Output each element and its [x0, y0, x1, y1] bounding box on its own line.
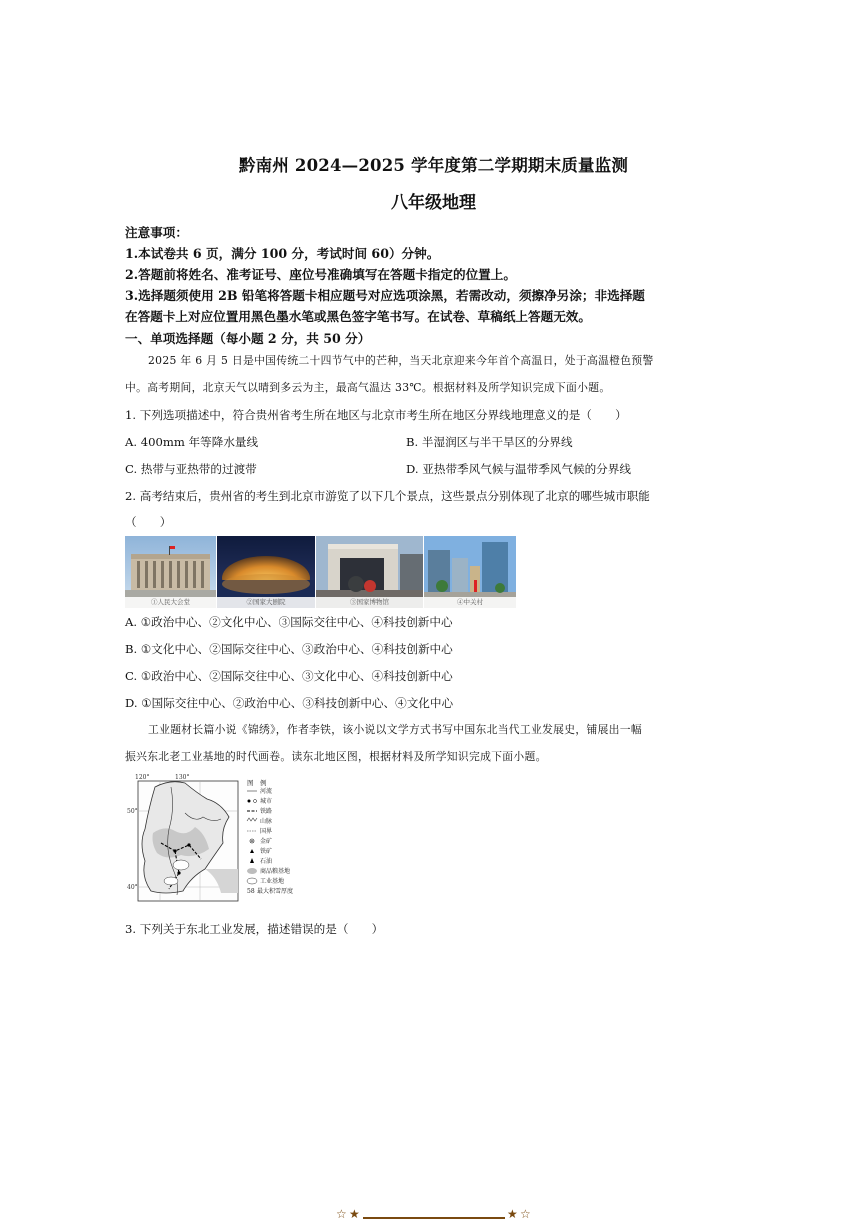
landmark-photos	[125, 536, 516, 608]
legend-river: 河流	[260, 788, 273, 795]
legend-grain-base: 商品粮基地	[260, 868, 291, 875]
legend-mountain: 山脉	[260, 818, 273, 825]
photo-great-hall	[125, 536, 216, 608]
q1-option-a: A. 400mm 年等降水量线	[125, 435, 259, 449]
star-outline-icon: ☆	[336, 1207, 347, 1221]
photo-national-theater	[217, 536, 315, 608]
map-lat-label-50: 50°	[127, 808, 138, 815]
q2-blank: （ ）	[125, 515, 172, 529]
section-heading: 一、单项选择题（每小题 2 分，共 50 分）	[125, 331, 371, 346]
q3-stem: 3. 下列关于东北工业发展，描述错误的是（ ）	[125, 922, 384, 936]
legend-iron: 铁矿	[260, 848, 273, 855]
photo-national-museum	[316, 536, 423, 608]
q2-option-d: D. ①国际交往中心、②政治中心、③科技创新中心、④文化中心	[125, 696, 454, 710]
map-lon-label-130: 130°	[175, 774, 190, 781]
passage2-line-1: 工业题材长篇小说《锦绣》，作者李铁，该小说以文学方式书写中国东北当代工业发展史，铺展出一幅	[148, 723, 642, 736]
footer-divider	[363, 1217, 505, 1219]
note-item-2: 2.答题前将姓名、准考证号、座位号准确填写在答题卡指定的位置上。	[125, 267, 516, 282]
legend-oil: 石油	[260, 858, 273, 865]
photo-caption-4: ④中关村	[424, 597, 516, 608]
q2-option-b: B. ①文化中心、②国际交往中心、③政治中心、④科技创新中心	[125, 642, 453, 656]
northeast-china-map	[125, 773, 320, 905]
star-filled-icon: ★	[507, 1207, 518, 1221]
star-outline-icon: ☆	[520, 1207, 531, 1221]
q2-stem: 2. 高考结束后，贵州省的考生到北京市游览了以下几个景点，这些景点分别体现了北京的哪些城市职能	[125, 489, 650, 503]
map-lon-label-120: 120°	[135, 774, 150, 781]
note-item-1: 1.本试卷共 6 页，满分 100 分，考试时间 60）分钟。	[125, 246, 440, 261]
legend-industrial-base: 工业基地	[260, 878, 285, 885]
legend-gold: 金矿	[260, 838, 273, 845]
q2-option-c: C. ①政治中心、②国际交往中心、③文化中心、④科技创新中心	[125, 669, 453, 683]
q2-option-a: A. ①政治中心、②文化中心、③国际交往中心、④科技创新中心	[125, 615, 453, 629]
map-legend-title: 图 例	[247, 779, 267, 787]
exam-title: 黔南州 2024—2025 学年度第二学期期末质量监测	[238, 156, 629, 175]
map-lat-label-40: 40°	[127, 884, 138, 891]
q1-option-c: C. 热带与亚热带的过渡带	[125, 462, 257, 476]
q1-stem: 1. 下列选项描述中，符合贵州省考生所在地区与北京市考生所在地区分界线地理意义的是（ ）	[125, 408, 627, 422]
photo-caption-2: ②国家大剧院	[217, 597, 315, 608]
notes-heading: 注意事项：	[125, 225, 188, 240]
photo-caption-3: ③国家博物馆	[316, 597, 423, 608]
star-filled-icon: ★	[349, 1207, 360, 1221]
q1-option-d: D. 亚热带季风气候与温带季风气候的分界线	[406, 462, 631, 476]
footer-ornament	[336, 1207, 532, 1224]
photo-caption-1: ①人民大会堂	[125, 597, 216, 608]
passage1-line-2: 中。高考期间，北京天气以晴到多云为主，最高气温达 33℃。根据材料及所学知识完成下面小题。	[125, 381, 611, 394]
legend-snow-depth: 最大积雪厚度	[257, 888, 294, 895]
photo-zhongguancun	[424, 536, 516, 608]
legend-snow-number: 58	[247, 888, 255, 895]
legend-railway: 铁路	[260, 808, 273, 815]
note-item-3: 3.选择题须使用 2B 铅笔将答题卡相应题号对应选项涂黑，若需改动，须擦净另涂；非选择题	[125, 288, 645, 303]
note-item-4: 在答题卡上对应位置用黑色墨水笔或黑色签字笔书写。在试卷、草稿纸上答题无效。	[125, 309, 591, 324]
q1-option-b: B. 半湿润区与半干旱区的分界线	[406, 435, 573, 449]
passage2-line-2: 振兴东北老工业基地的时代画卷。读东北地区图，根据材料及所学知识完成下面小题。	[125, 750, 547, 763]
legend-city: 城市	[260, 798, 273, 805]
passage1-line-1: 2025 年 6 月 5 日是中国传统二十四节气中的芒种，当天北京迎来今年首个高温日，处于高温橙色预警	[148, 354, 654, 367]
exam-subtitle: 八年级地理	[391, 193, 476, 213]
legend-border: 国界	[260, 828, 273, 835]
